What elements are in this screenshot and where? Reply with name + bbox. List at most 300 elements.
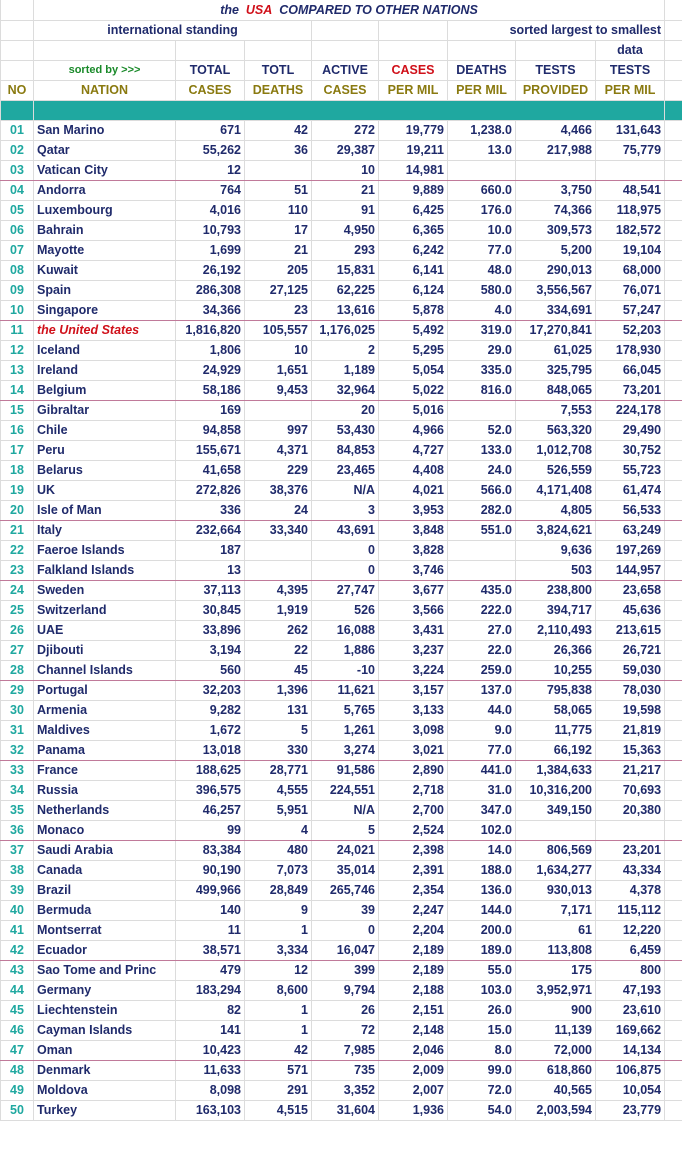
table-row (1, 400, 682, 420)
subtitle-sorted: sorted largest to smallest (448, 20, 665, 40)
value-cell: 1 (245, 920, 312, 940)
value-cell: 4,950 (312, 220, 379, 240)
value-cell: 58,186 (176, 380, 245, 400)
nation-cell: Armenia (34, 700, 176, 720)
value-cell: 19,104 (596, 240, 665, 260)
row-number: 11 (1, 320, 34, 340)
header-nation: NATION (34, 80, 176, 100)
nation-cell: Faeroe Islands (34, 540, 176, 560)
value-cell: 1,396 (245, 680, 312, 700)
value-cell: 51 (245, 180, 312, 200)
nation-cell: Qatar (34, 140, 176, 160)
row-number: 35 (1, 800, 34, 820)
value-cell: 4,466 (516, 120, 596, 140)
nation-cell: Spain (34, 280, 176, 300)
nation-cell: Luxembourg (34, 200, 176, 220)
value-cell: 75,779 (596, 140, 665, 160)
value-cell: 1,384,633 (516, 760, 596, 780)
row-number: 02 (1, 140, 34, 160)
value-cell: 671 (176, 120, 245, 140)
value-cell: 45,636 (596, 600, 665, 620)
table-row (1, 540, 682, 560)
value-cell: 63,249 (596, 520, 665, 540)
value-cell (596, 820, 665, 840)
row-number: 48 (1, 1060, 34, 1080)
row-number: 20 (1, 500, 34, 520)
value-cell: 10 (245, 340, 312, 360)
value-cell: 3,157 (379, 680, 448, 700)
value-cell: 23,201 (596, 840, 665, 860)
value-cell: 503 (516, 560, 596, 580)
value-cell: 21,217 (596, 760, 665, 780)
value-cell: 42 (245, 1040, 312, 1060)
row-number: 12 (1, 340, 34, 360)
value-cell: 3 (312, 500, 379, 520)
value-cell: 499,966 (176, 880, 245, 900)
nation-cell: Turkey (34, 1100, 176, 1120)
value-cell: 20,380 (596, 800, 665, 820)
value-cell: 479 (176, 960, 245, 980)
value-cell: 764 (176, 180, 245, 200)
row-number: 18 (1, 460, 34, 480)
value-cell: 61,025 (516, 340, 596, 360)
value-cell: 94,858 (176, 420, 245, 440)
row-number: 45 (1, 1000, 34, 1020)
nation-cell: UAE (34, 620, 176, 640)
value-cell: 6,141 (379, 260, 448, 280)
nation-cell: Isle of Man (34, 500, 176, 520)
row-number: 37 (1, 840, 34, 860)
row-number: 24 (1, 580, 34, 600)
value-cell: 22 (245, 640, 312, 660)
value-cell: 113,808 (516, 940, 596, 960)
row-number: 14 (1, 380, 34, 400)
table-row (1, 240, 682, 260)
value-cell: 48.0 (448, 260, 516, 280)
value-cell (448, 160, 516, 180)
nation-cell: Switzerland (34, 600, 176, 620)
value-cell (448, 560, 516, 580)
value-cell: 24,929 (176, 360, 245, 380)
value-cell: 35,014 (312, 860, 379, 880)
nation-cell: Iceland (34, 340, 176, 360)
value-cell: 27,747 (312, 580, 379, 600)
value-cell: 2,354 (379, 880, 448, 900)
value-cell: 2,890 (379, 760, 448, 780)
value-cell: N/A (312, 480, 379, 500)
value-cell: 9,889 (379, 180, 448, 200)
value-cell: 224,178 (596, 400, 665, 420)
nation-cell: Belarus (34, 460, 176, 480)
value-cell: 45 (245, 660, 312, 680)
header-bottom-3: DEATHS (245, 80, 312, 100)
table-row (1, 960, 682, 980)
nation-cell: Oman (34, 1040, 176, 1060)
row-number: 17 (1, 440, 34, 460)
value-cell: 26.0 (448, 1000, 516, 1020)
value-cell: 52.0 (448, 420, 516, 440)
table-row (1, 760, 682, 780)
nation-cell: Bahrain (34, 220, 176, 240)
value-cell: 48,541 (596, 180, 665, 200)
value-cell: 55.0 (448, 960, 516, 980)
value-cell: 4,727 (379, 440, 448, 460)
value-cell: 8,600 (245, 980, 312, 1000)
value-cell: 131,643 (596, 120, 665, 140)
row-number: 05 (1, 200, 34, 220)
value-cell: 560 (176, 660, 245, 680)
value-cell: 1,816,820 (176, 320, 245, 340)
value-cell: 3,556,567 (516, 280, 596, 300)
value-cell: 309,573 (516, 220, 596, 240)
value-cell: 76,071 (596, 280, 665, 300)
value-cell: 21 (312, 180, 379, 200)
nation-cell: Canada (34, 860, 176, 880)
table-row (1, 200, 682, 220)
value-cell: 618,860 (516, 1060, 596, 1080)
value-cell: 11 (176, 920, 245, 940)
value-cell: 347.0 (448, 800, 516, 820)
table-row (1, 600, 682, 620)
row-number: 16 (1, 420, 34, 440)
value-cell: 27.0 (448, 620, 516, 640)
value-cell: 26,721 (596, 640, 665, 660)
value-cell: 6,365 (379, 220, 448, 240)
value-cell: 10 (312, 160, 379, 180)
value-cell: 17 (245, 220, 312, 240)
table-row (1, 840, 682, 860)
value-cell: 2,151 (379, 1000, 448, 1020)
nation-cell: Saudi Arabia (34, 840, 176, 860)
value-cell: 11,775 (516, 720, 596, 740)
value-cell: 33,340 (245, 520, 312, 540)
value-cell: 0 (312, 540, 379, 560)
value-cell: 3,677 (379, 580, 448, 600)
value-cell: 13.0 (448, 140, 516, 160)
value-cell: 90,190 (176, 860, 245, 880)
value-cell: 8.0 (448, 1040, 516, 1060)
value-cell: 24,021 (312, 840, 379, 860)
value-cell: 795,838 (516, 680, 596, 700)
value-cell: 232,664 (176, 520, 245, 540)
row-number: 15 (1, 400, 34, 420)
value-cell: 105,557 (245, 320, 312, 340)
nation-cell: Denmark (34, 1060, 176, 1080)
value-cell: 2,003,594 (516, 1100, 596, 1120)
value-cell: 7,073 (245, 860, 312, 880)
value-cell: 10,255 (516, 660, 596, 680)
header-top-5: TESTS (516, 60, 596, 80)
value-cell: 1 (245, 1000, 312, 1020)
nation-cell: Ecuador (34, 940, 176, 960)
value-cell: 61 (516, 920, 596, 940)
value-cell: 12 (245, 960, 312, 980)
nation-cell: France (34, 760, 176, 780)
value-cell: 133.0 (448, 440, 516, 460)
value-cell: 349,150 (516, 800, 596, 820)
value-cell: 103.0 (448, 980, 516, 1000)
value-cell: 319.0 (448, 320, 516, 340)
value-cell: 4,408 (379, 460, 448, 480)
header-top-6: TESTS (596, 60, 665, 80)
table-row (1, 940, 682, 960)
nation-cell: Netherlands (34, 800, 176, 820)
value-cell: 394,717 (516, 600, 596, 620)
value-cell: 10,054 (596, 1080, 665, 1100)
value-cell: 3,133 (379, 700, 448, 720)
nation-cell: Portugal (34, 680, 176, 700)
value-cell: 1,634,277 (516, 860, 596, 880)
value-cell: 10,316,200 (516, 780, 596, 800)
value-cell: 72 (312, 1020, 379, 1040)
table-row (1, 1100, 682, 1120)
value-cell: 335.0 (448, 360, 516, 380)
value-cell: 144,957 (596, 560, 665, 580)
row-number: 19 (1, 480, 34, 500)
table-row (1, 780, 682, 800)
value-cell: 229 (245, 460, 312, 480)
value-cell: 13,616 (312, 300, 379, 320)
table-row (1, 260, 682, 280)
value-cell: 23,610 (596, 1000, 665, 1020)
nation-cell: Russia (34, 780, 176, 800)
value-cell: 3,828 (379, 540, 448, 560)
value-cell: 26 (312, 1000, 379, 1020)
value-cell: 1,261 (312, 720, 379, 740)
value-cell: 2 (312, 340, 379, 360)
value-cell: 24 (245, 500, 312, 520)
value-cell: 31.0 (448, 780, 516, 800)
row-number: 47 (1, 1040, 34, 1060)
header-bottom-8: PER MIL (596, 80, 665, 100)
value-cell: 3,566 (379, 600, 448, 620)
value-cell: 5,054 (379, 360, 448, 380)
value-cell: 99 (176, 820, 245, 840)
table-row (1, 340, 682, 360)
value-cell: 43,691 (312, 520, 379, 540)
value-cell: 9.0 (448, 720, 516, 740)
value-cell: 2,204 (379, 920, 448, 940)
value-cell: 70,693 (596, 780, 665, 800)
value-cell: 4,515 (245, 1100, 312, 1120)
header-bottom-2: CASES (176, 80, 245, 100)
value-cell: 169 (176, 400, 245, 420)
row-number: 21 (1, 520, 34, 540)
value-cell: 176.0 (448, 200, 516, 220)
table-row (1, 320, 682, 340)
value-cell: 23,779 (596, 1100, 665, 1120)
nation-cell: San Marino (34, 120, 176, 140)
value-cell: 3,750 (516, 180, 596, 200)
value-cell: 74,366 (516, 200, 596, 220)
value-cell: 32,964 (312, 380, 379, 400)
value-cell: 28,771 (245, 760, 312, 780)
value-cell: 27,125 (245, 280, 312, 300)
value-cell: 26,192 (176, 260, 245, 280)
table-row (1, 880, 682, 900)
value-cell: 22.0 (448, 640, 516, 660)
value-cell: 23,465 (312, 460, 379, 480)
table-row (1, 1020, 682, 1040)
nation-cell: Germany (34, 980, 176, 1000)
value-cell: 29.0 (448, 340, 516, 360)
value-cell: 3,224 (379, 660, 448, 680)
header-bottom-6: PER MIL (448, 80, 516, 100)
table-row (1, 380, 682, 400)
nation-cell: Belgium (34, 380, 176, 400)
value-cell: 23,658 (596, 580, 665, 600)
subtitle-international: international standing (34, 20, 312, 40)
value-cell: 735 (312, 1060, 379, 1080)
value-cell: 55,723 (596, 460, 665, 480)
value-cell: 3,237 (379, 640, 448, 660)
value-cell: 178,930 (596, 340, 665, 360)
nation-cell: Chile (34, 420, 176, 440)
nation-cell: the United States (34, 320, 176, 340)
value-cell: 4 (245, 820, 312, 840)
nation-cell: Sao Tome and Princ (34, 960, 176, 980)
table-row (1, 180, 682, 200)
value-cell: 30,752 (596, 440, 665, 460)
value-cell: 3,824,621 (516, 520, 596, 540)
value-cell: 46,257 (176, 800, 245, 820)
value-cell: 141 (176, 1020, 245, 1040)
value-cell: 2,007 (379, 1080, 448, 1100)
value-cell: 4,555 (245, 780, 312, 800)
table-row (1, 120, 682, 140)
value-cell: 3,194 (176, 640, 245, 660)
value-cell: 137.0 (448, 680, 516, 700)
value-cell: 33,896 (176, 620, 245, 640)
value-cell: 2,189 (379, 960, 448, 980)
value-cell: 91,586 (312, 760, 379, 780)
value-cell: 15,363 (596, 740, 665, 760)
value-cell: 3,746 (379, 560, 448, 580)
value-cell: 183,294 (176, 980, 245, 1000)
value-cell: 9,282 (176, 700, 245, 720)
value-cell: 15,831 (312, 260, 379, 280)
value-cell: 77.0 (448, 740, 516, 760)
value-cell: 580.0 (448, 280, 516, 300)
value-cell: 26,366 (516, 640, 596, 660)
value-cell: 6,459 (596, 940, 665, 960)
nation-cell: Sweden (34, 580, 176, 600)
value-cell: 14,981 (379, 160, 448, 180)
value-cell: 41,658 (176, 460, 245, 480)
value-cell: 23 (245, 300, 312, 320)
row-number: 41 (1, 920, 34, 940)
value-cell: 5 (312, 820, 379, 840)
value-cell: 73,201 (596, 380, 665, 400)
value-cell: 21,819 (596, 720, 665, 740)
value-cell: 291 (245, 1080, 312, 1100)
value-cell: 265,746 (312, 880, 379, 900)
value-cell: 848,065 (516, 380, 596, 400)
value-cell: 2,148 (379, 1020, 448, 1040)
row-number: 32 (1, 740, 34, 760)
value-cell: 441.0 (448, 760, 516, 780)
teal-divider (34, 100, 665, 120)
nation-cell: UK (34, 480, 176, 500)
value-cell: 2,524 (379, 820, 448, 840)
value-cell: 10,793 (176, 220, 245, 240)
value-cell: 68,000 (596, 260, 665, 280)
value-cell: 6,124 (379, 280, 448, 300)
value-cell: 3,274 (312, 740, 379, 760)
value-cell: 2,046 (379, 1040, 448, 1060)
value-cell: 52,203 (596, 320, 665, 340)
header-top-0: TOTAL (176, 60, 245, 80)
value-cell: 336 (176, 500, 245, 520)
table-row (1, 140, 682, 160)
value-cell: 118,975 (596, 200, 665, 220)
value-cell: 12,220 (596, 920, 665, 940)
value-cell: 1,012,708 (516, 440, 596, 460)
value-cell: 1,806 (176, 340, 245, 360)
value-cell: 272 (312, 120, 379, 140)
value-cell: 188,625 (176, 760, 245, 780)
nation-cell: Djibouti (34, 640, 176, 660)
value-cell: 1,672 (176, 720, 245, 740)
row-number: 22 (1, 540, 34, 560)
value-cell: 55,262 (176, 140, 245, 160)
value-cell: 5,200 (516, 240, 596, 260)
value-cell: 1,936 (379, 1100, 448, 1120)
table-row (1, 800, 682, 820)
row-number: 09 (1, 280, 34, 300)
value-cell: 16,047 (312, 940, 379, 960)
value-cell: 29,490 (596, 420, 665, 440)
value-cell (245, 160, 312, 180)
nation-cell: Bermuda (34, 900, 176, 920)
value-cell: 1,919 (245, 600, 312, 620)
title-usa: USA (245, 2, 273, 17)
table-row (1, 300, 682, 320)
nation-cell: Panama (34, 740, 176, 760)
value-cell: 9,636 (516, 540, 596, 560)
value-cell: 10,423 (176, 1040, 245, 1060)
table-row (1, 1040, 682, 1060)
value-cell: 19,779 (379, 120, 448, 140)
value-cell: 16,088 (312, 620, 379, 640)
value-cell: 187 (176, 540, 245, 560)
value-cell: 59,030 (596, 660, 665, 680)
value-cell: 5,016 (379, 400, 448, 420)
value-cell: 12 (176, 160, 245, 180)
value-cell: 13,018 (176, 740, 245, 760)
value-cell: 2,391 (379, 860, 448, 880)
value-cell: 155,671 (176, 440, 245, 460)
value-cell: 4,395 (245, 580, 312, 600)
value-cell: 37,113 (176, 580, 245, 600)
value-cell: 5,295 (379, 340, 448, 360)
row-number: 46 (1, 1020, 34, 1040)
table-row (1, 720, 682, 740)
header-bottom-5: PER MIL (379, 80, 448, 100)
value-cell: 1,651 (245, 360, 312, 380)
value-cell: 115,112 (596, 900, 665, 920)
value-cell: 1,238.0 (448, 120, 516, 140)
row-number: 40 (1, 900, 34, 920)
value-cell: -10 (312, 660, 379, 680)
value-cell: 806,569 (516, 840, 596, 860)
value-cell: 930,013 (516, 880, 596, 900)
nation-cell: Liechtenstein (34, 1000, 176, 1020)
value-cell: 54.0 (448, 1100, 516, 1120)
table-row (1, 520, 682, 540)
value-cell: 77.0 (448, 240, 516, 260)
value-cell: 19,598 (596, 700, 665, 720)
